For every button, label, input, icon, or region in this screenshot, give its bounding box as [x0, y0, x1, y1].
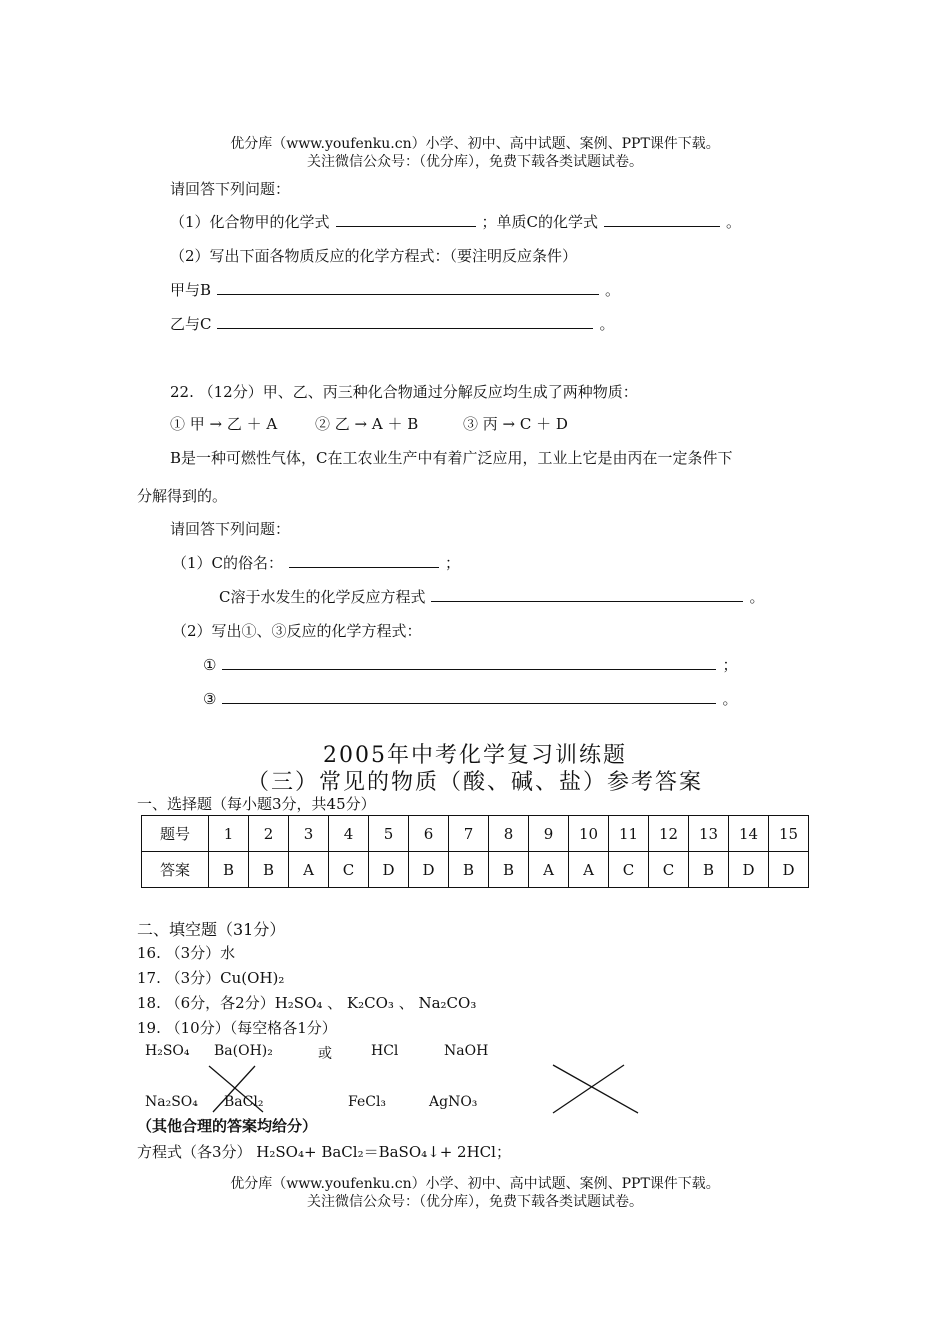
q22-part1-label: （1）C的俗名： [172, 554, 284, 572]
page-footer-line2: 关注微信公众号：（优分库），免费下载各类试题试卷。 [307, 1194, 643, 1210]
table-row-answers [142, 852, 809, 888]
page-header-line2: 关注微信公众号：（优分库），免费下载各类试题试卷。 [307, 154, 643, 170]
table-cell: A [289, 852, 329, 888]
circle-three-label: ③ [203, 690, 217, 708]
q21-part1 [170, 211, 741, 232]
grid-r1-c1: H₂SO₄ [145, 1043, 190, 1059]
grading-note: （其他合理的答案均给分） [137, 1117, 318, 1135]
table-cell: B [209, 852, 249, 888]
table-cell: 15 [769, 816, 809, 852]
table-cell: 5 [369, 816, 409, 852]
q22-part2: （2）写出①、③反应的化学方程式： [172, 622, 422, 640]
grid-r2-c1: Na₂SO₄ [145, 1094, 198, 1110]
table-cell: B [489, 852, 529, 888]
grid-r1-c3: HCl [371, 1043, 399, 1059]
answer-blank [289, 553, 439, 568]
q22-description: B是一种可燃性气体，C在工农业生产中有着广泛应用，工业上它是由丙在一定条件下 [170, 449, 733, 467]
grid-r1-or: 或 [318, 1046, 332, 1062]
table-cell: D [769, 852, 809, 888]
table-row-numbers [142, 816, 809, 852]
q21-reaction1 [170, 279, 620, 300]
cross-lines-right [550, 1062, 642, 1116]
answer-blank [217, 314, 593, 329]
answer-subtitle: （三）常见的物质（酸、碱、盐）参考答案 [246, 770, 703, 795]
q21-reaction1-label: 甲与B [170, 281, 212, 299]
grid-r2-c3: FeCl₃ [348, 1094, 387, 1110]
circle-one-label: ① [203, 656, 217, 674]
answer-17: 17. （3分）Cu(OH)₂ [137, 969, 285, 987]
q21-part2: （2）写出下面各物质反应的化学方程式：（要注明反应条件） [170, 247, 578, 265]
grid-r1-c4: NaOH [444, 1043, 489, 1059]
answer-blank [217, 280, 599, 295]
q22-part1b-label: C溶于水发生的化学反应方程式 [219, 588, 426, 606]
q21-part1-end: 。 [726, 213, 742, 231]
q21-reaction2-label: 乙与C [170, 315, 212, 333]
answer-table [141, 815, 809, 888]
answer-blank [336, 212, 476, 227]
table-cell: 7 [449, 816, 489, 852]
grid-r2-c2: BaCl₂ [224, 1094, 264, 1110]
q21-part1-label2: ；单质C的化学式 [481, 213, 599, 231]
table-header-cell: 答案 [142, 852, 209, 888]
semicolon: ； [722, 656, 738, 674]
answer-title: 2005年中考化学复习训练题 [323, 743, 627, 768]
table-cell: 4 [329, 816, 369, 852]
table-cell: 13 [689, 816, 729, 852]
answer-blank [222, 689, 716, 704]
q22-part1b [219, 586, 765, 607]
page-header-line1: 优分库（www.youfenku.cn）小学、初中、高中试题、案例、PPT课件下载。 [230, 136, 720, 152]
answer-18: 18. （6分，各2分）H₂SO₄ 、 K₂CO₃ 、 Na₂CO₃ [137, 994, 477, 1012]
table-cell: 3 [289, 816, 329, 852]
answer-16: 16. （3分）水 [137, 944, 236, 962]
q21-prompt: 请回答下列问题： [170, 180, 291, 198]
semicolon: ； [445, 554, 461, 572]
table-cell: C [609, 852, 649, 888]
table-cell: B [689, 852, 729, 888]
period: 。 [605, 281, 621, 299]
period: 。 [749, 588, 765, 606]
table-cell: 1 [209, 816, 249, 852]
answer-19: 19. （10分）（每空格各1分） [137, 1019, 337, 1037]
table-cell: B [249, 852, 289, 888]
q22-stem: 22. （12分）甲、乙、丙三种化合物通过分解反应均生成了两种物质： [170, 383, 638, 401]
cross-lines-left [205, 1062, 267, 1116]
period: 。 [599, 315, 615, 333]
section-choice-heading: 一、选择题（每小题3分，共45分） [137, 795, 376, 813]
table-cell: 6 [409, 816, 449, 852]
table-cell: D [729, 852, 769, 888]
q21-reaction2 [170, 313, 615, 334]
table-header-cell: 题号 [142, 816, 209, 852]
table-cell: 12 [649, 816, 689, 852]
table-cell: 10 [569, 816, 609, 852]
period: 。 [722, 690, 738, 708]
q22-circle3-line [203, 688, 737, 709]
table-cell: D [409, 852, 449, 888]
table-cell: 9 [529, 816, 569, 852]
q22-prompt: 请回答下列问题： [170, 520, 291, 538]
q22-equation3: ③ 丙 → C ＋ D [463, 415, 568, 433]
table-cell: C [649, 852, 689, 888]
answer-blank [431, 587, 743, 602]
q22-part1 [172, 552, 460, 573]
table-cell: A [569, 852, 609, 888]
page-footer-line1: 优分库（www.youfenku.cn）小学、初中、高中试题、案例、PPT课件下载。 [230, 1176, 720, 1192]
q21-part1-label: （1）化合物甲的化学式 [170, 213, 330, 231]
table-cell: 2 [249, 816, 289, 852]
table-cell: C [329, 852, 369, 888]
table-cell: 11 [609, 816, 649, 852]
answer-blank [604, 212, 720, 227]
grid-r1-c2: Ba(OH)₂ [214, 1043, 273, 1059]
q22-circle1-line [203, 654, 737, 675]
q22-equation2: ② 乙 → A ＋ B [315, 415, 419, 433]
q22-description-cont: 分解得到的。 [137, 487, 228, 505]
table-cell: 14 [729, 816, 769, 852]
table-cell: 8 [489, 816, 529, 852]
q22-equation1: ① 甲 → 乙 ＋ A [170, 415, 278, 433]
table-cell: D [369, 852, 409, 888]
equation-answer: 方程式（各3分） H₂SO₄+ BaCl₂＝BaSO₄↓+ 2HCl； [137, 1143, 511, 1161]
answer-blank [222, 655, 716, 670]
grid-r2-c4: AgNO₃ [429, 1094, 478, 1110]
section-fill-heading: 二、填空题（31分） [137, 920, 286, 939]
table-cell: A [529, 852, 569, 888]
table-cell: B [449, 852, 489, 888]
